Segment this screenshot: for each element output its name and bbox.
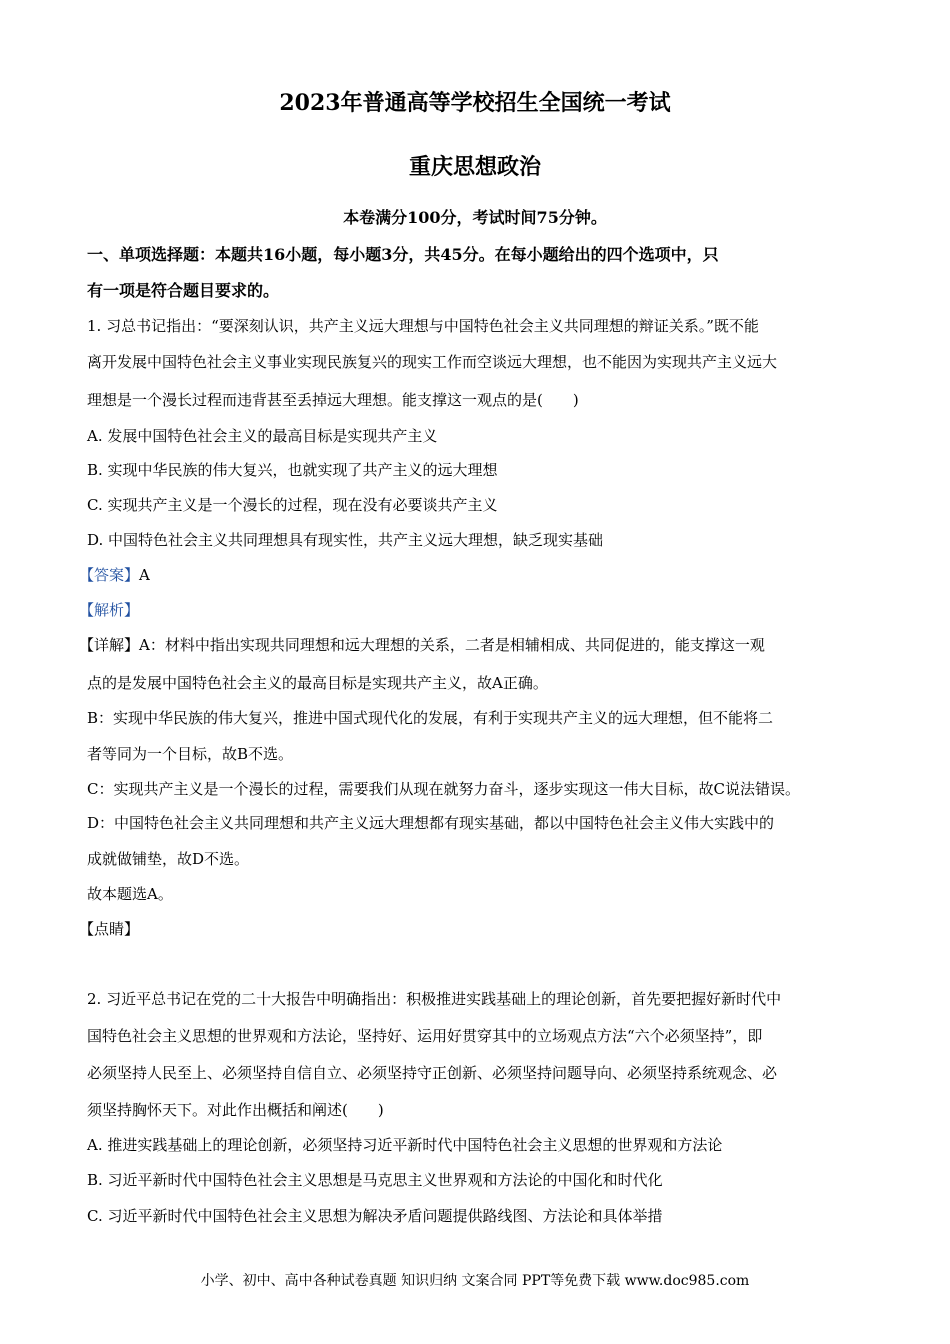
detail-label: 【详解】 xyxy=(79,636,140,654)
q1-detail-line: 成就做铺垫，故D不选。 xyxy=(87,850,250,868)
q1-detail-line: 故本题选A。 xyxy=(87,885,173,903)
answer-label: 【答案】 xyxy=(79,566,140,584)
q1-detail-line: 者等同为一个目标，故B不选。 xyxy=(87,745,294,763)
exam-title: 2023年普通高等学校招生全国统一考试 xyxy=(279,90,671,116)
q2-stem-line: 国特色社会主义思想的世界观和方法论，坚持好、运用好贯穿其中的立场观点方法“六个必须坚持”，即 xyxy=(87,1027,763,1045)
q1-option-c: C. 实现共产主义是一个漫长的过程，现在没有必要谈共产主义 xyxy=(87,496,498,514)
q1-stem-line: 理想是一个漫长过程而违背甚至丢掉远大理想。能支撑这一观点的是( ) xyxy=(87,391,579,409)
answer-value: A xyxy=(139,566,150,584)
q2-option-b: B. 习近平新时代中国特色社会主义思想是马克思主义世界观和方法论的中国化和时代化 xyxy=(87,1171,663,1189)
exam-subject: 重庆思想政治 xyxy=(408,154,541,180)
q1-option-d: D. 中国特色社会主义共同理想具有现实性，共产主义远大理想，缺乏现实基础 xyxy=(87,531,604,549)
q1-detail-line: 点的是发展中国特色社会主义的最高目标是实现共产主义，故A正确。 xyxy=(87,674,548,692)
exam-info: 本卷满分100分，考试时间75分钟。 xyxy=(343,208,607,227)
q1-analysis-label: 【解析】 xyxy=(79,601,140,619)
q2-stem-line: 2. 习近平总书记在党的二十大报告中明确指出：积极推进实践基础上的理论创新，首先要把握好新时代中 xyxy=(87,990,782,1008)
q1-detail-line xyxy=(79,634,765,655)
q1-answer xyxy=(79,564,150,585)
q1-detail-line: D：中国特色社会主义共同理想和共产主义远大理想都有现实基础，都以中国特色社会主义伟大实践中的 xyxy=(87,814,775,832)
q1-stem-line: 离开发展中国特色社会主义事业实现民族复兴的现实工作而空谈远大理想，也不能因为实现共产主义远大 xyxy=(87,353,778,371)
section-heading-line-2: 有一项是符合题目要求的。 xyxy=(87,281,280,300)
q2-option-c: C. 习近平新时代中国特色社会主义思想为解决矛盾问题提供路线图、方法论和具体举措 xyxy=(87,1207,663,1225)
q2-stem-line: 须坚持胸怀天下。对此作出概括和阐述( ) xyxy=(87,1101,384,1119)
section-heading-line-1: 一、单项选择题：本题共16小题，每小题3分，共45分。在每小题给出的四个选项中，只 xyxy=(87,245,719,264)
q1-detail-line: C：实现共产主义是一个漫长的过程，需要我们从现在就努力奋斗，逐步实现这一伟大目标，故C说法错误。 xyxy=(87,780,800,798)
q2-stem-line: 必须坚持人民至上、必须坚持自信自立、必须坚持守正创新、必须坚持问题导向、必须坚持系统观念、必 xyxy=(87,1064,778,1082)
q1-detail-line: B：实现中华民族的伟大复兴，推进中国式现代化的发展，有利于实现共产主义的远大理想，但不能将二 xyxy=(87,709,774,727)
page-footer: 小学、初中、高中各种试卷真题 知识归纳 文案合同 PPT等免费下载 www.doc985.com xyxy=(200,1273,750,1289)
q1-tip-label: 【点睛】 xyxy=(79,920,140,938)
q2-option-a: A. 推进实践基础上的理论创新，必须坚持习近平新时代中国特色社会主义思想的世界观和方法论 xyxy=(87,1136,723,1154)
q1-option-a: A. 发展中国特色社会主义的最高目标是实现共产主义 xyxy=(87,427,438,445)
detail-text: A：材料中指出实现共同理想和远大理想的关系，二者是相辅相成、共同促进的，能支撑这一观 xyxy=(139,636,765,654)
q1-stem-line: 1. 习总书记指出：“要深刻认识，共产主义远大理想与中国特色社会主义共同理想的辩证关系。”既不能 xyxy=(87,317,759,335)
q1-option-b: B. 实现中华民族的伟大复兴，也就实现了共产主义的远大理想 xyxy=(87,461,498,479)
